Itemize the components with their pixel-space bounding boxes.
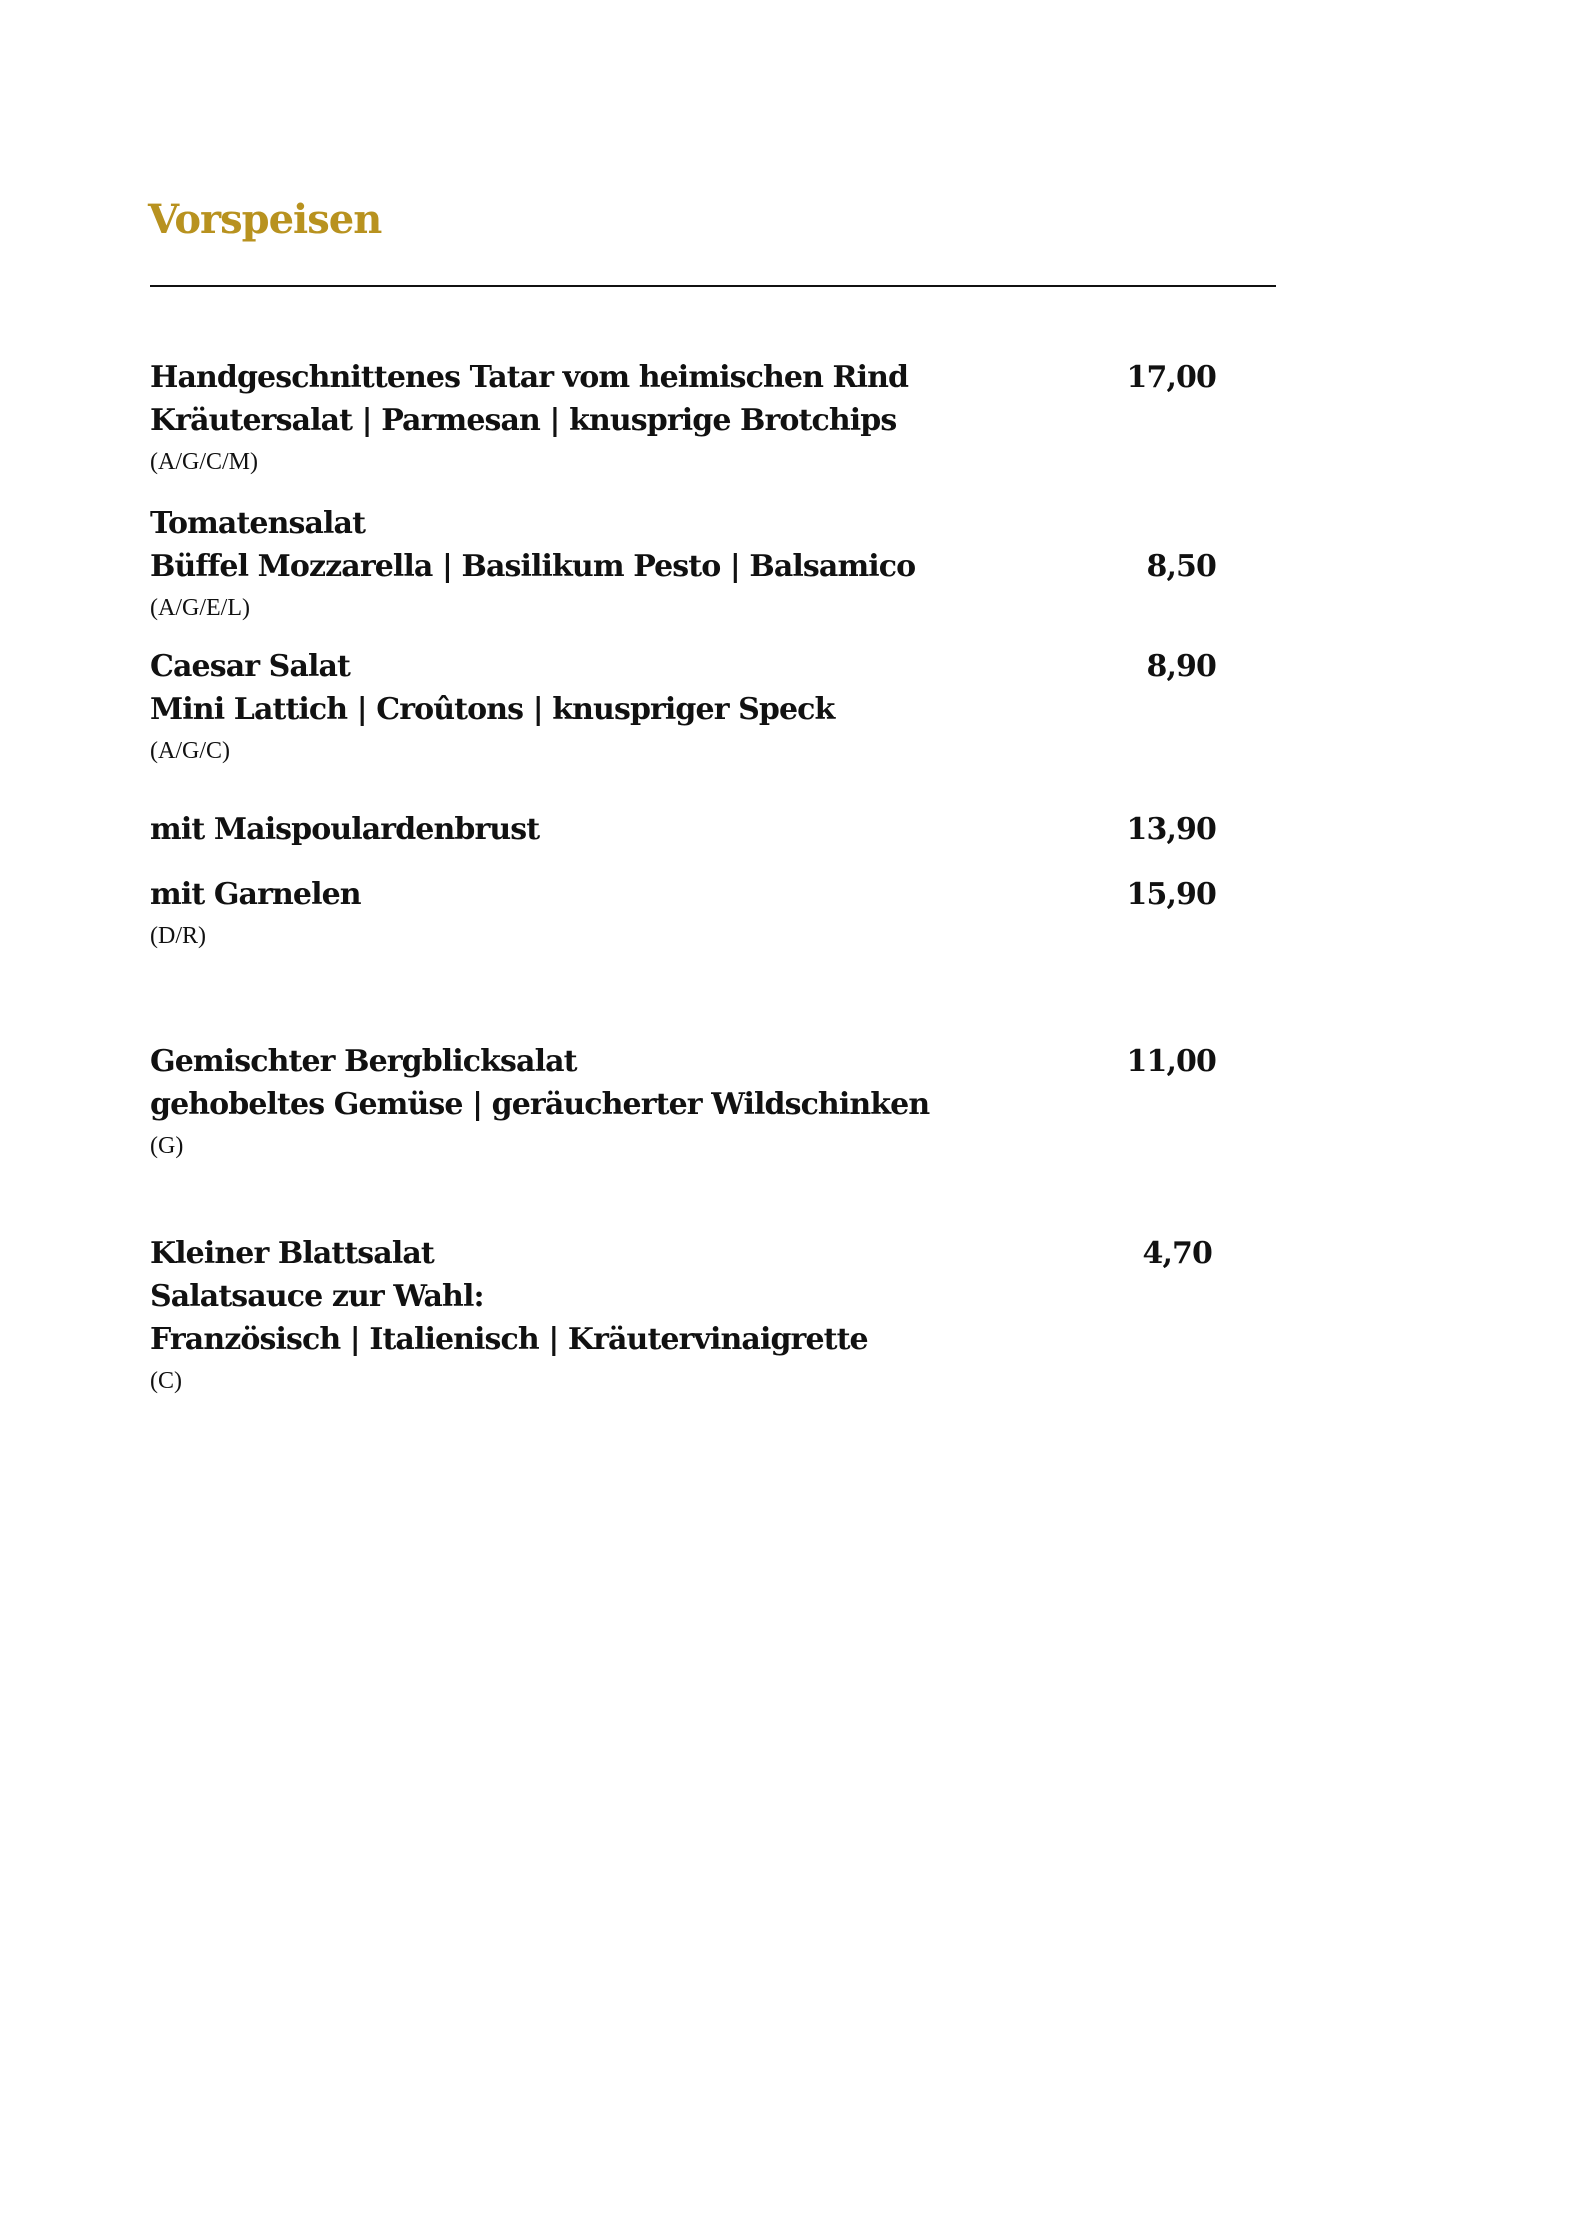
section-title: Vorspeisen — [148, 196, 382, 243]
item-tomatensalat-price: 8,50 — [1146, 549, 1216, 584]
title-divider — [150, 285, 1276, 287]
item-maispoularde-price: 13,90 — [1126, 812, 1216, 847]
item-bergblicksalat-description: gehobeltes Gemüse | geräucherter Wildschinken — [150, 1087, 930, 1122]
item-garnelen-name: mit Garnelen — [150, 877, 361, 912]
item-tatar-allergens: (A/G/C/M) — [150, 449, 258, 475]
item-maispoularde-name: mit Maispoulardenbrust — [150, 812, 540, 847]
item-tatar-name: Handgeschnittenes Tatar vom heimischen Rind — [150, 360, 909, 395]
item-caesar-description: Mini Lattich | Croûtons | knuspriger Speck — [150, 692, 835, 727]
item-blattsalat-allergens: (C) — [150, 1368, 182, 1394]
item-caesar-allergens: (A/G/C) — [150, 738, 230, 764]
item-blattsalat-price: 4,70 — [1142, 1236, 1212, 1271]
item-garnelen-price: 15,90 — [1126, 877, 1216, 912]
item-tomatensalat-allergens: (A/G/E/L) — [150, 595, 250, 621]
item-garnelen-allergens: (D/R) — [150, 923, 206, 949]
item-bergblicksalat-price: 11,00 — [1126, 1044, 1216, 1079]
item-caesar-price: 8,90 — [1146, 649, 1216, 684]
item-blattsalat-sauce-label: Salatsauce zur Wahl: — [150, 1279, 484, 1314]
item-tomatensalat-name: Tomatensalat — [150, 506, 366, 541]
item-bergblicksalat-name: Gemischter Bergblicksalat — [150, 1044, 577, 1079]
item-tatar-description: Kräutersalat | Parmesan | knusprige Brotchips — [150, 403, 897, 438]
item-tatar-price: 17,00 — [1126, 360, 1216, 395]
item-blattsalat-sauce-options: Französisch | Italienisch | Kräutervinaigrette — [150, 1322, 868, 1357]
item-caesar-name: Caesar Salat — [150, 649, 350, 684]
item-tomatensalat-description: Büffel Mozzarella | Basilikum Pesto | Balsamico — [150, 549, 916, 584]
item-bergblicksalat-allergens: (G) — [150, 1133, 184, 1159]
item-blattsalat-name: Kleiner Blattsalat — [150, 1236, 434, 1271]
